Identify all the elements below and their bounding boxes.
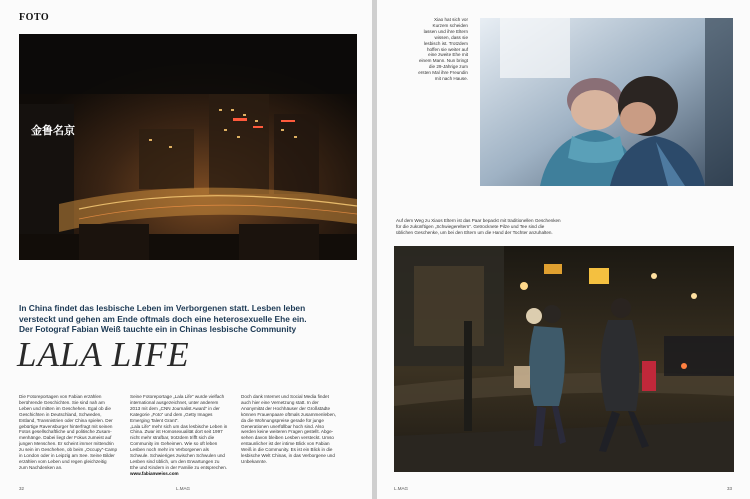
body-line: Lesben sind üblich, um den Erwartungen zu xyxy=(130,458,220,464)
body-line: nicht mehr strafbar, trotzdem trifft sich die xyxy=(130,435,215,441)
caption-line: lesbisch ist. Trotzdem xyxy=(423,40,468,46)
magazine-name-right: L.MAG xyxy=(394,486,409,491)
caption-line: lassen und ihre Eltern xyxy=(423,28,468,34)
body-line: Anonymität der Hochhäuser der Großstädte xyxy=(241,405,331,411)
right-page xyxy=(377,0,750,499)
caption-line: wissen, dass sie xyxy=(434,34,468,40)
couple-kiss-photo xyxy=(480,18,733,186)
article-headline: LALA LIFE xyxy=(17,335,190,374)
body-line: Ehe und Kindern in der Familie zu entsprechen. xyxy=(130,464,228,470)
body-line: Seine Fotoreportage „Lala Life“ wurde vielfach xyxy=(130,394,225,399)
body-line: 2013 mit dem „CNN Journalist Award“ in der xyxy=(130,405,220,411)
photographer-website-link[interactable]: www.fabianweiss.com xyxy=(130,470,179,476)
body-line: jungen Menschen. Er scheint immer mittendrin xyxy=(19,441,114,447)
caption-line: ersten Mal ihre Freundin xyxy=(418,70,468,76)
street-crossing-photo xyxy=(394,246,734,472)
body-line: lesbische Welt Chinas, in das Verborgene und xyxy=(241,453,335,459)
standfirst-line: In China findet das lesbische Leben im Verborgenen statt. Lesben leben xyxy=(19,303,306,313)
body-line: Unbekannte. xyxy=(241,458,268,464)
left-page xyxy=(0,0,372,499)
body-line: Lesben noch mehr im Verborgenen als xyxy=(130,447,209,453)
caption-line: eine zweite Ehe mit xyxy=(428,52,468,58)
page-number-right: 33 xyxy=(727,486,733,491)
body-line: menhänge. Dabei liegt der Fokus zumeist auf xyxy=(19,435,112,441)
body-line: Leben und mitten im Geschehen. Egal ob die xyxy=(19,405,111,411)
body-line: können Frauenpaare oftmals zusammenleben, xyxy=(241,411,336,417)
caption-line: hoffen sie weiter auf xyxy=(426,46,468,52)
night-city-illustration xyxy=(19,34,357,260)
body-line: erstaunlicher ist der intime Blick von Fabian xyxy=(241,441,330,447)
body-column-3 xyxy=(241,394,349,465)
magazine-name-left: L.MAG xyxy=(176,486,191,491)
body-line: in London oder in Leipzig am See. Seine Bilder xyxy=(19,453,115,459)
caption-line: Auf dem Weg zu Xiaos Eltern ist das Paar bepackt mit traditionellen Geschenken xyxy=(396,218,561,223)
body-line: Doch dank Internet und Social Media findet xyxy=(241,394,329,399)
caption-line: üblichen Geschenke, um bei den Eltern um die Hand der Tochter anzuhalten. xyxy=(396,229,553,235)
body-line: erzählen vom Leben und regen gleichzeitig xyxy=(19,458,107,464)
body-column-1 xyxy=(19,394,127,471)
body-line: Geschichten in Deutschland, Schweden, xyxy=(19,411,102,417)
street-crossing-illustration xyxy=(394,246,734,472)
standfirst xyxy=(19,303,339,335)
body-line: berührende Geschichten. Sie sind nah am xyxy=(19,399,105,405)
standfirst-line: versteckt und gehen am Ende oftmals doch eine heterosexuelle Ehe ein. xyxy=(19,313,307,324)
body-line: zu sein im Geschehen, ob beim „Occupy“-Camp xyxy=(19,447,118,453)
section-label: FOTO xyxy=(19,12,50,23)
body-line: Schwule. Schwieriges zwischen Schwulen und xyxy=(130,453,225,459)
standfirst-line: Der Fotograf Fabian Weiß tauchte ein in Chinas lesbische Community xyxy=(19,324,297,335)
body-line: sehen davon bleiben Lesben versteckt. Umso xyxy=(241,435,334,441)
body-line: international ausgezeichnet, unter anderem xyxy=(130,399,219,405)
page-number-left: 32 xyxy=(19,486,25,491)
caption-line: Xiao hat sich vor xyxy=(434,17,468,22)
body-column-2 xyxy=(130,394,238,477)
caption-line: mit nach Hause. xyxy=(434,76,468,82)
body-line: Emerging Talent Grant“. xyxy=(130,417,179,423)
top-photo-caption xyxy=(385,17,468,82)
night-city-photo xyxy=(19,34,357,260)
couple-kiss-illustration xyxy=(480,18,733,186)
body-line: gebürtige Ravensburger hinterfragt mit seinen xyxy=(19,423,113,429)
body-line: werden keine weiteren Fragen gestellt. Abge- xyxy=(241,429,334,435)
body-line: Generationen unerfüllbar hoch sind. Also xyxy=(241,423,324,429)
body-line: Community im Geheimen. Wie so oft leben xyxy=(130,441,218,447)
bottom-photo-caption xyxy=(396,218,656,236)
body-line: Kategorie „Foto“ und dem „Getty Images xyxy=(130,411,213,417)
body-line: Fotos gesellschaftliche und politische Zusam- xyxy=(19,429,112,435)
body-line: Weiß in die Community. Es ist ein Blick in die xyxy=(241,447,333,453)
caption-line: für die zukünftigen „Schwiegereltern“. Getrocknete Pilze und Tee sind die xyxy=(396,223,545,229)
caption-line: einem Mann. Nun bringt xyxy=(418,58,468,64)
body-line: Die Fotoreportagen von Fabian erzählen xyxy=(19,394,102,399)
body-line: zum Nachdenken an. xyxy=(19,464,63,470)
body-line: „Lala Life“ mehr sich um das lesbische Leben in xyxy=(130,423,228,429)
body-line: da die Wohnungspreise gerade für junge xyxy=(241,417,324,423)
body-line: auch hier eine Vernetzung statt. In der xyxy=(241,399,319,405)
caption-line: die 29-Jährige zum xyxy=(428,64,468,70)
caption-line: Kurzem scheiden xyxy=(432,22,468,28)
body-line: Estland, Transnistrien oder China spielen. Der xyxy=(19,417,113,423)
rooftop-neon-sign: 金鲁名京 xyxy=(31,124,75,137)
body-line: China. Zwar ist Homosexualität dort seit 1997 xyxy=(130,429,223,435)
